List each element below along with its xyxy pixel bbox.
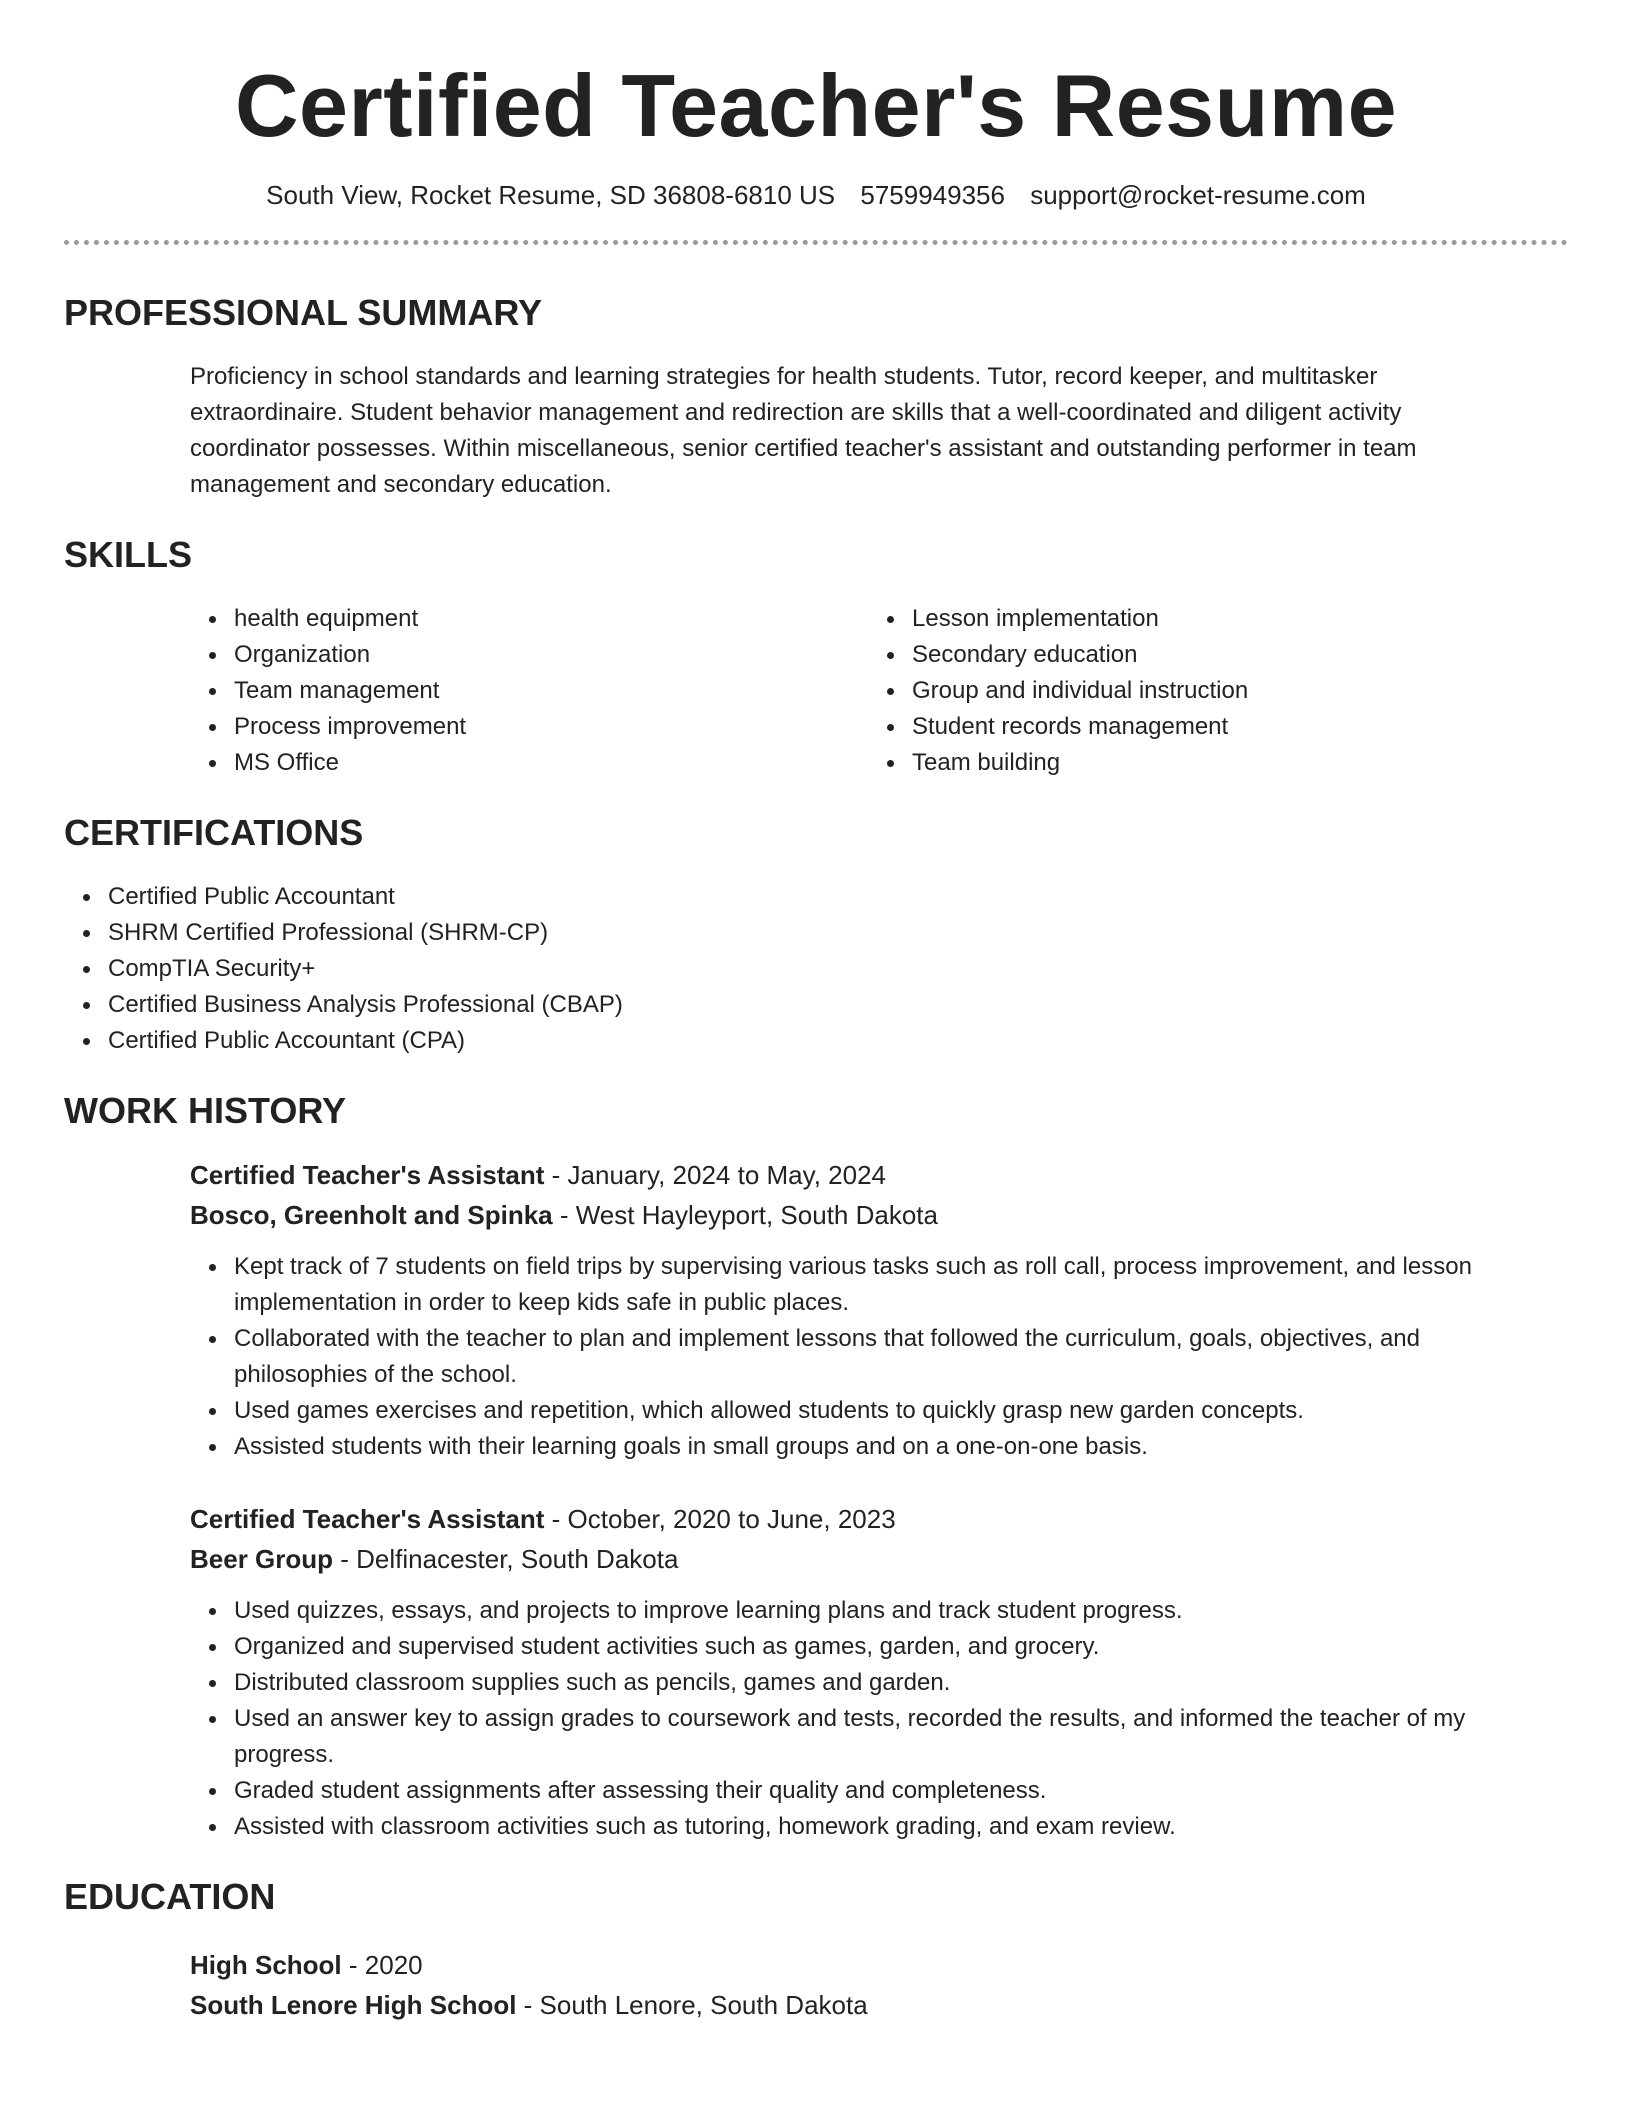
- education-location: - South Lenore, South Dakota: [516, 1990, 868, 2020]
- header-divider: [64, 240, 1568, 245]
- skill-item: Organization: [190, 637, 868, 673]
- education-section: [64, 1875, 1568, 2025]
- education-school-line: [190, 1985, 1568, 2025]
- skill-item: Team management: [190, 673, 868, 709]
- job-duties-list: [190, 1249, 1568, 1465]
- certifications-list: [64, 879, 1568, 1059]
- job-company-line: [190, 1539, 1568, 1579]
- work-history-section: [64, 1089, 1568, 1845]
- certification-item: Certified Public Accountant: [64, 879, 1568, 915]
- skills-section: [64, 533, 1568, 781]
- job-company: Beer Group: [190, 1544, 334, 1574]
- job-dates: - January, 2024 to May, 2024: [544, 1160, 886, 1190]
- certifications-section: [64, 811, 1568, 1059]
- skills-heading: SKILLS: [64, 534, 193, 575]
- job-duty: Assisted with classroom activities such as tutoring, homework grading, and exam review.: [190, 1809, 1554, 1845]
- skill-item: Lesson implementation: [868, 601, 1546, 637]
- skill-item: Group and individual instruction: [868, 673, 1546, 709]
- job-company-line: [190, 1195, 1568, 1235]
- education-degree: High School: [190, 1950, 342, 1980]
- contact-phone: 5759949356: [860, 180, 1005, 210]
- skills-columns: [190, 601, 1568, 781]
- contact-line: [64, 178, 1568, 212]
- job-location: - Delfinacester, South Dakota: [333, 1544, 679, 1574]
- job-duty: Distributed classroom supplies such as pencils, games and garden.: [190, 1665, 1554, 1701]
- job-title: Certified Teacher's Assistant: [190, 1160, 545, 1190]
- job-duty: Used quizzes, essays, and projects to improve learning plans and track student progress.: [190, 1593, 1554, 1629]
- resume-title: Certified Teacher's Resume: [234, 56, 1398, 155]
- skill-item: Student records management: [868, 709, 1546, 745]
- job-duty: Used games exercises and repetition, which allowed students to quickly grasp new garden concepts.: [190, 1393, 1554, 1429]
- skill-item: MS Office: [190, 745, 868, 781]
- job-duty: Used an answer key to assign grades to coursework and tests, recorded the results, and informed the teacher of my progress.: [190, 1701, 1554, 1773]
- contact-email: support@rocket-resume.com: [1030, 180, 1366, 210]
- job-title: Certified Teacher's Assistant: [190, 1504, 545, 1534]
- certification-item: CompTIA Security+: [64, 951, 1568, 987]
- job-entry: [190, 1499, 1568, 1845]
- job-duty: Graded student assignments after assessing their quality and completeness.: [190, 1773, 1554, 1809]
- job-location: - West Hayleyport, South Dakota: [552, 1200, 938, 1230]
- job-duty: Organized and supervised student activities such as games, garden, and grocery.: [190, 1629, 1554, 1665]
- job-company: Bosco, Greenholt and Spinka: [190, 1200, 553, 1230]
- skills-right-list: [868, 601, 1546, 781]
- certification-item: Certified Business Analysis Professional (CBAP): [64, 987, 1568, 1023]
- summary-text: Proficiency in school standards and learning strategies for health students. Tutor, record keeper, and multitasker extraordinaire. Student behavior management and redirection are skills that a well-coordinated and diligent activity coordinator possesses. Within miscellaneous, senior certified teacher's assistant and outstanding performer in team management and secondary education.: [190, 363, 1417, 498]
- education-school: South Lenore High School: [190, 1990, 517, 2020]
- summary-heading: PROFESSIONAL SUMMARY: [64, 292, 543, 333]
- job-duty: Assisted students with their learning goals in small groups and on a one-on-one basis.: [190, 1429, 1554, 1465]
- certification-item: Certified Public Accountant (CPA): [64, 1023, 1568, 1059]
- job-title-line: [190, 1499, 1568, 1539]
- certification-item: SHRM Certified Professional (SHRM-CP): [64, 915, 1568, 951]
- skill-item: health equipment: [190, 601, 868, 637]
- work-history-heading: WORK HISTORY: [64, 1090, 347, 1131]
- job-entry: [190, 1155, 1568, 1465]
- job-duty: Kept track of 7 students on field trips by supervising various tasks such as roll call, process improvement, and lesson implementation in order to keep kids safe in public places.: [190, 1249, 1554, 1321]
- job-dates: - October, 2020 to June, 2023: [544, 1504, 896, 1534]
- skill-item: Team building: [868, 745, 1546, 781]
- job-duties-list: [190, 1593, 1568, 1845]
- skill-item: Process improvement: [190, 709, 868, 745]
- skill-item: Secondary education: [868, 637, 1546, 673]
- skills-left-list: [190, 601, 868, 781]
- education-entry: [190, 1945, 1568, 2025]
- education-heading: EDUCATION: [64, 1876, 276, 1917]
- job-title-line: [190, 1155, 1568, 1195]
- job-duty: Collaborated with the teacher to plan and implement lessons that followed the curriculum, goals, objectives, and philosophies of the school.: [190, 1321, 1554, 1393]
- summary-section: [64, 291, 1568, 503]
- education-degree-line: [190, 1945, 1568, 1985]
- certifications-heading: CERTIFICATIONS: [64, 812, 364, 853]
- contact-address: South View, Rocket Resume, SD 36808-6810 US: [266, 180, 836, 210]
- education-year: - 2020: [341, 1950, 423, 1980]
